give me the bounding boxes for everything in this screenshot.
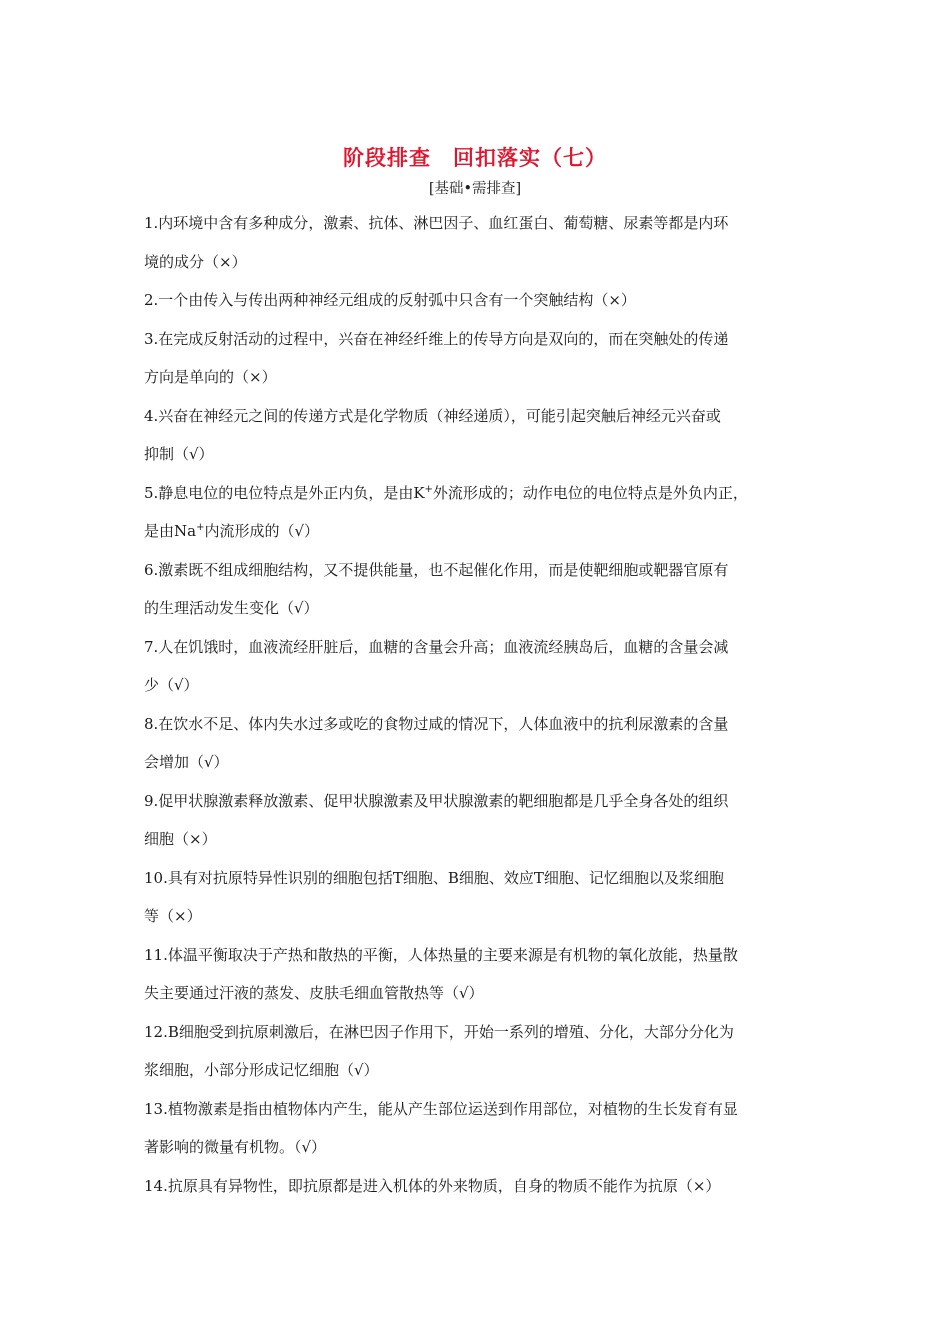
list-item: 3.在完成反射活动的过程中，兴奋在神经纤维上的传导方向是双向的，而在突触处的传递 方向是单向的（×） — [144, 329, 729, 386]
list-item: 12.B细胞受到抗原刺激后，在淋巴因子作用下，开始一系列的增殖、分化，大部分分化为 浆细胞，小部分形成记忆细胞（√） — [144, 1022, 734, 1079]
list-item: 4.兴奋在神经元之间的传递方式是化学物质（神经递质），可能引起突触后神经元兴奋或 抑制（√） — [144, 406, 721, 463]
list-item: 2.一个由传入与传出两种神经元组成的反射弧中只含有一个突触结构（×） — [144, 291, 636, 309]
section-label: [基础•需排查] — [428, 181, 522, 197]
page-title: 阶段排查 回扣落实（七） — [343, 145, 607, 170]
list-item: 13.植物激素是指由植物体内产生，能从产生部位运送到作用部位，对植物的生长发育有显 著影响的微量有机物。（√） — [144, 1099, 738, 1156]
statement-list — [144, 204, 808, 1205]
list-item: 6.激素既不组成细胞结构，又不提供能量，也不起催化作用，而是使靶细胞或靶器官原有 的生理活动发生变化（√） — [144, 560, 729, 617]
list-item: 11.体温平衡取决于产热和散热的平衡，人体热量的主要来源是有机物的氧化放能，热量散 失主要通过汗液的蒸发、皮肤毛细血管散热等（√） — [144, 945, 738, 1002]
list-item: 5.静息电位的电位特点是外正内负，是由K+外流形成的；动作电位的电位特点是外负内正， 是由Na+内流形成的（√） — [144, 483, 748, 540]
list-item: 9.促甲状腺激素释放激素、促甲状腺激素及甲状腺激素的靶细胞都是几乎全身各处的组织 细胞（×） — [144, 791, 729, 848]
list-item: 8.在饮水不足、体内失水过多或吃的食物过咸的情况下，人体血液中的抗利尿激素的含量 会增加（√） — [144, 714, 729, 771]
list-item: 10.具有对抗原特异性识别的细胞包括T细胞、B细胞、效应T细胞、记忆细胞以及浆细胞 等（×） — [144, 868, 724, 925]
list-item: 7.人在饥饿时，血液流经肝脏后，血糖的含量会升高；血液流经胰岛后，血糖的含量会减 少（√） — [144, 637, 729, 694]
list-item: 14.抗原具有异物性，即抗原都是进入机体的外来物质，自身的物质不能作为抗原（×） — [144, 1176, 721, 1195]
list-item: 1.内环境中含有多种成分，激素、抗体、淋巴因子、血红蛋白、葡萄糖、尿素等都是内环 境的成分（×） — [144, 214, 729, 271]
